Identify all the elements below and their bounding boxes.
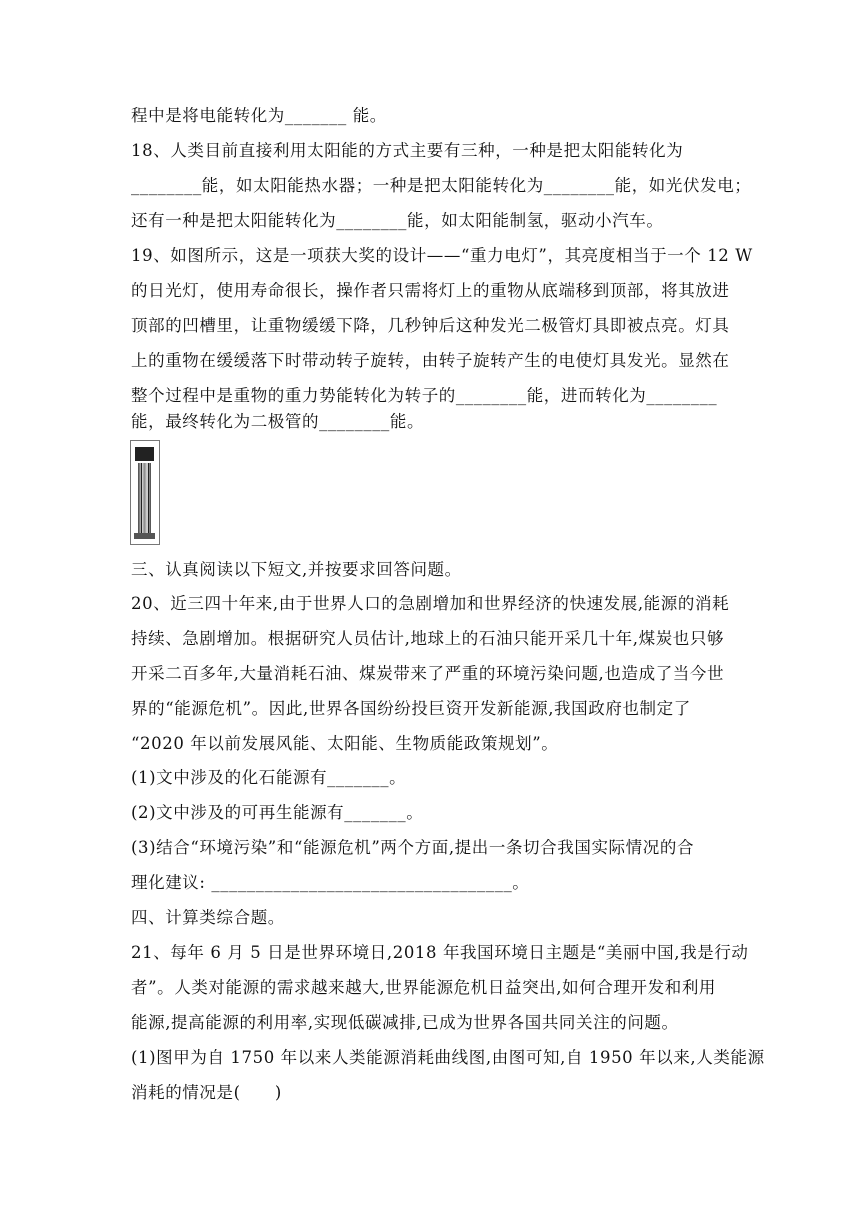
lamp-base [134,533,155,539]
line-22: 者”。人类对能源的需求越来越大,世界能源危机日益突出,如何合理开发和利用 [131,978,717,997]
line-17: (2)文中涉及的可再生能源有_______。 [131,803,424,822]
line-21: 21、每年 6 月 5 日是世界环境日,2018 年我国环境日主题是“美丽中国,我是行动 [131,943,749,962]
line-16: (1)文中涉及的化石能源有_______。 [131,768,407,787]
lamp-rod-right [148,463,149,535]
line-4: 19、如图所示，这是一项获大奖的设计——“重力电灯”，其亮度相当于一个 12 W [131,246,753,265]
line-24: (1)图甲为自 1750 年以来人类能源消耗曲线图,由图可知,自 1950 年以来,人类能源 [131,1048,765,1067]
line-25: 消耗的情况是( ) [131,1083,282,1102]
line-18: (3)结合“环境污染”和“能源危机”两个方面,提出一条切合我国实际情况的合 [131,838,695,857]
gravity-lamp-figure [130,440,160,545]
line-2: ________能，如太阳能热水器；一种是把太阳能转化为________能，如光伏发电； [131,176,752,195]
line-8: 整个过程中是重物的重力势能转化为转子的________能，进而转化为________ [131,386,718,405]
line-13: 开采二百多年,大量消耗石油、煤炭带来了严重的环境污染问题,也造成了当今世 [131,664,725,683]
line-23: 能源,提高能源的利用率,实现低碳减排,已成为世界各国共同关注的问题。 [131,1013,679,1032]
line-3: 还有一种是把太阳能转化为________能，如太阳能制氢，驱动小汽车。 [131,211,664,230]
line-0: 程中是将电能转化为_______ 能。 [131,106,387,125]
line-12: 持续、急剧增加。根据研究人员估计,地球上的石油只能开采几十年,煤炭也只够 [131,629,725,648]
line-11: 20、近三四十年来,由于世界人口的急剧增加和世界经济的快速发展,能源的消耗 [131,594,730,613]
line-6: 顶部的凹槽里，让重物缓缓下降，几秒钟后这种发光二极管灯具即被点亮。灯具 [131,316,730,335]
line-15: “2020 年以前发展风能、太阳能、生物质能政策规划”。 [131,734,559,753]
line-10: 三、认真阅读以下短文,并按要求回答问题。 [131,560,462,579]
lamp-top-cap [135,447,154,461]
line-20: 四、计算类综合题。 [131,908,285,927]
line-19: 理化建议: __________________________________。 [131,873,530,892]
lamp-tube [138,463,151,535]
line-5: 的日光灯，使用寿命很长，操作者只需将灯上的重物从底端移到顶部，将其放进 [131,281,730,300]
line-1: 18、人类目前直接利用太阳能的方式主要有三种，一种是把太阳能转化为 [131,141,684,160]
lamp-rod-left [141,463,142,535]
line-14: 界的“能源危机”。因此,世界各国纷纷投巨资开发新能源,我国政府也制定了 [131,699,691,718]
line-7: 上的重物在缓缓落下时带动转子旋转，由转子旋转产生的电使灯具发光。显然在 [131,351,730,370]
line-9: 能，最终转化为二极管的________能。 [131,412,425,431]
